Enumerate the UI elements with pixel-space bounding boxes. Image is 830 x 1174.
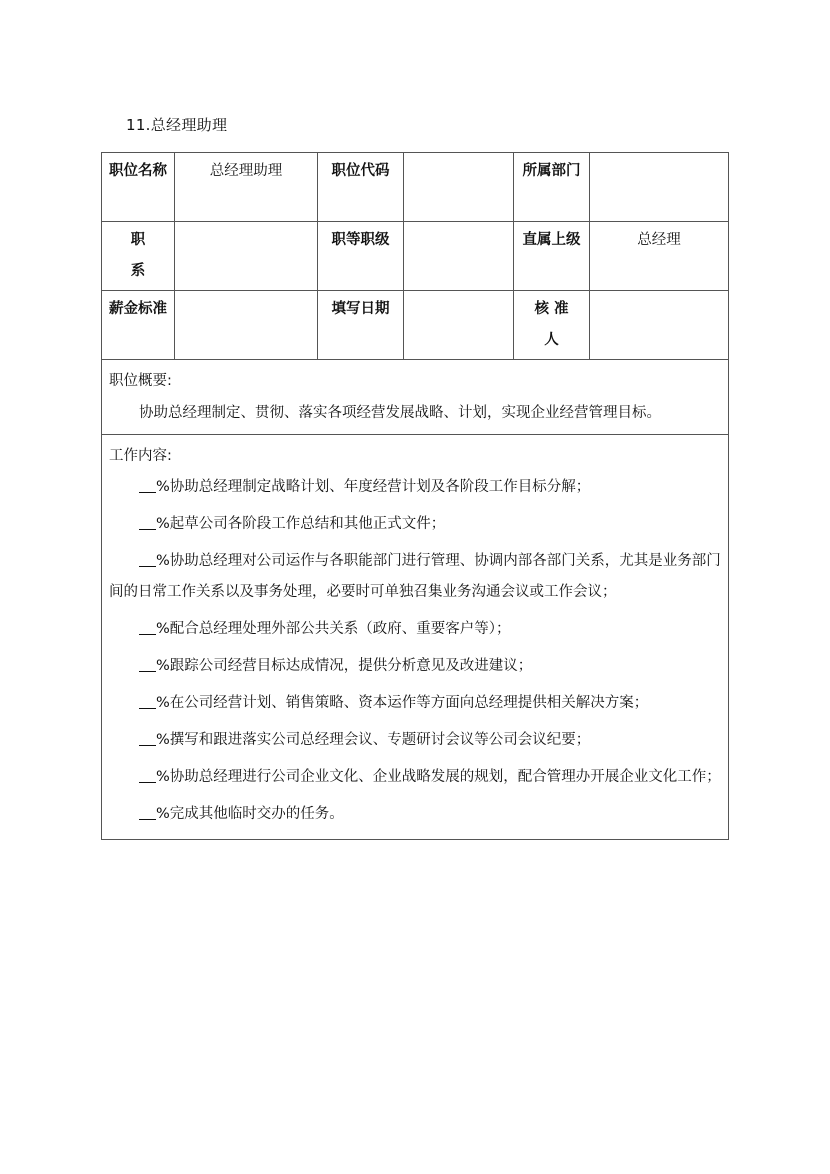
department-label: 所属部门 [514, 153, 590, 222]
list-item: %配合总经理处理外部公共关系（政府、重要客户等）； [109, 611, 722, 648]
approver-label: 核 准 人 [514, 291, 590, 360]
job-family-value [175, 222, 318, 291]
job-grade-label: 职等职级 [318, 222, 404, 291]
table-row [102, 222, 729, 291]
position-name-value: 总经理助理 [175, 153, 318, 222]
list-item: %协助总经理进行公司企业文化、企业战略发展的规划，配合管理办开展企业文化工作； [109, 759, 722, 796]
table-row [102, 291, 729, 360]
job-family-label: 职系 [102, 222, 175, 291]
duties-heading: 工作内容: [109, 448, 172, 464]
duties-row [102, 435, 729, 840]
section-title: 11.总经理助理 [126, 116, 228, 134]
list-item: %撰写和跟进落实公司总经理会议、专题研讨会议等公司会议纪要； [109, 722, 722, 759]
summary-cell [102, 360, 729, 435]
job-description-table [101, 152, 729, 840]
job-grade-value [404, 222, 514, 291]
salary-standard-label: 薪金标准 [102, 291, 175, 360]
approver-value [590, 291, 729, 360]
summary-text: 协助总经理制定、贯彻、落实各项经营发展战略、计划，实现企业经营管理目标。 [139, 405, 661, 421]
position-code-value [404, 153, 514, 222]
list-item: %完成其他临时交办的任务。 [109, 796, 722, 833]
fill-date-label: 填写日期 [318, 291, 404, 360]
position-code-label: 职位代码 [318, 153, 404, 222]
direct-supervisor-value: 总经理 [590, 222, 729, 291]
list-item: %协助总经理对公司运作与各职能部门进行管理、协调内部各部门关系，尤其是业务部门间的日常工作关系以及事务处理，必要时可单独召集业务沟通会议或工作会议； [109, 553, 721, 600]
duties-cell [102, 435, 729, 840]
table-row [102, 153, 729, 222]
direct-supervisor-label: 直属上级 [514, 222, 590, 291]
salary-standard-value [175, 291, 318, 360]
department-value [590, 153, 729, 222]
list-item: %起草公司各阶段工作总结和其他正式文件； [109, 506, 722, 543]
list-item: %协助总经理制定战略计划、年度经营计划及各阶段工作目标分解； [109, 469, 722, 506]
position-name-label: 职位名称 [102, 153, 175, 222]
list-item: %跟踪公司经营目标达成情况，提供分析意见及改进建议； [109, 648, 722, 685]
summary-row [102, 360, 729, 435]
fill-date-value [404, 291, 514, 360]
list-item: %在公司经营计划、销售策略、资本运作等方面向总经理提供相关解决方案； [109, 685, 722, 722]
summary-heading: 职位概要: [109, 373, 172, 389]
